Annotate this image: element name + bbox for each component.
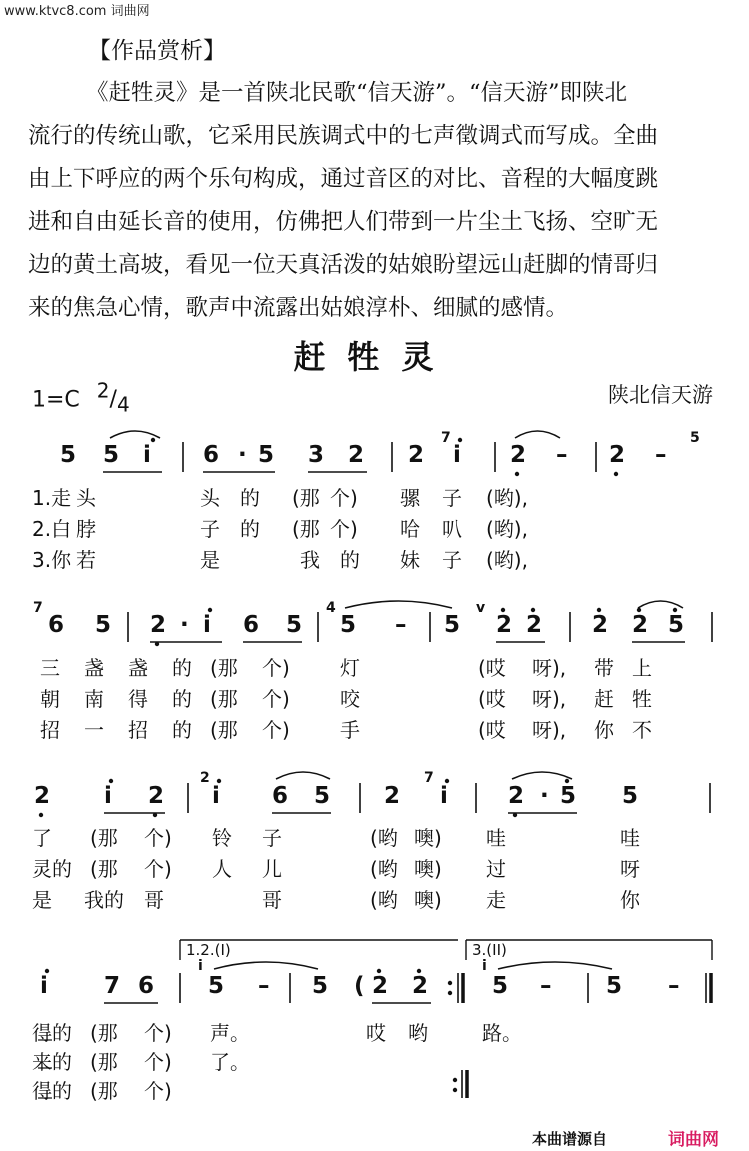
lyric: 铃 <box>212 826 232 850</box>
lyric: (那 <box>210 687 238 711</box>
note: i <box>453 442 461 468</box>
lyric: 是 <box>32 888 52 912</box>
lyric: 走 <box>486 888 506 912</box>
note: 5 <box>314 783 331 809</box>
lyric: 赶 <box>594 687 614 711</box>
lyric: 个) <box>262 656 290 680</box>
slur <box>638 601 683 608</box>
song-origin: 陕北信天游 <box>608 383 713 407</box>
note: 5 <box>340 612 357 638</box>
lyric: 3.你 <box>32 548 72 572</box>
octave-dot <box>153 813 157 817</box>
note: 6 <box>243 612 260 638</box>
lyric: 叭 <box>442 517 462 541</box>
paragraph-line: 由上下呼应的两个乐句构成，通过音区的对比、音程的大幅度跳 <box>28 166 659 192</box>
repeat-dot <box>453 1078 457 1082</box>
lyric: 噢) <box>414 826 442 850</box>
note: 2 <box>592 612 609 638</box>
lyric: 子 <box>442 548 462 572</box>
lyric: 噢) <box>414 888 442 912</box>
octave-dot <box>151 438 155 442</box>
lyric: 脖 <box>76 517 96 541</box>
octave-dot <box>208 608 212 612</box>
song-title: 赶牲灵 <box>293 338 456 376</box>
note: 5 <box>95 612 112 638</box>
lyric: 呀 <box>620 857 640 881</box>
octave-dot <box>673 608 677 612</box>
note: 2 <box>372 973 389 999</box>
lyric: 牲 <box>632 687 652 711</box>
lyric: (哟), <box>486 517 528 541</box>
note: 2 <box>508 783 525 809</box>
lyric: (哎 <box>478 718 506 742</box>
note: ( <box>354 973 365 999</box>
note: 6 <box>272 783 289 809</box>
lyric: 子 <box>442 486 462 510</box>
paragraph-line: 《赶牲灵》是一首陕北民歌“信天游”。“信天游”即陕北 <box>86 80 628 106</box>
octave-dot <box>45 969 49 973</box>
repeat-dot <box>448 991 452 995</box>
octave-dot <box>458 438 462 442</box>
note: 5 <box>606 973 623 999</box>
note: 2 <box>348 442 365 468</box>
lyric: 朝 <box>40 687 60 711</box>
note: 2 <box>526 612 543 638</box>
lyric: 的 <box>240 517 260 541</box>
watermark-url[interactable]: www.ktvc8.com 词曲网 <box>4 4 150 19</box>
note: i <box>212 783 220 809</box>
lyric: 你 <box>594 718 614 742</box>
lyric: 上 <box>632 656 652 680</box>
note: · <box>238 442 247 468</box>
footer-logo[interactable]: 词曲网 <box>668 1130 719 1150</box>
repeat-dot <box>448 981 452 985</box>
slur <box>515 431 560 438</box>
paragraph-line: 边的黄土高坡，看见一位天真活泼的姑娘盼望远山赶脚的情哥归 <box>28 252 659 278</box>
note: 3 <box>308 442 325 468</box>
grace-note: 7 <box>424 770 434 786</box>
lyric: 噢) <box>414 857 442 881</box>
lyric: 灯 <box>340 656 360 680</box>
footer-source: 本曲谱源自 <box>532 1130 608 1148</box>
note: 7 <box>104 973 121 999</box>
note: · <box>180 612 189 638</box>
note: i <box>143 442 151 468</box>
note: 2 <box>150 612 167 638</box>
lyric: 哇 <box>486 826 506 850</box>
note: i <box>40 973 48 999</box>
note: 2 <box>412 973 429 999</box>
lyric: 若 <box>76 548 96 572</box>
slur <box>498 962 612 969</box>
grace-note: 2 <box>200 770 210 786</box>
lyric: (哟 <box>370 826 398 850</box>
appreciation-heading: 【作品赏析】 <box>88 38 226 64</box>
octave-dot <box>445 779 449 783</box>
slur <box>276 772 330 779</box>
lyric: 个) <box>330 517 358 541</box>
repeat-dot <box>453 1088 457 1092</box>
lyric: (那 <box>90 1050 118 1074</box>
lyric: 过 <box>486 857 506 881</box>
lyric: 来的 <box>32 1050 72 1074</box>
note: 5 <box>622 783 639 809</box>
lyric: 哎 <box>366 1021 386 1045</box>
paragraph-line: 来的焦急心情，歌声中流露出姑娘淳朴、细腻的感情。 <box>28 295 569 321</box>
lyric: 盏 <box>84 656 104 680</box>
note: – <box>668 973 680 999</box>
lyric: (那 <box>90 857 118 881</box>
lyric: 个) <box>330 486 358 510</box>
note: 2 <box>609 442 626 468</box>
lyric: 人 <box>212 857 232 881</box>
lyric: (那 <box>292 486 320 510</box>
note: 2 <box>510 442 527 468</box>
time-denominator: 4 <box>116 392 130 417</box>
lyric: 盏 <box>128 656 148 680</box>
lyric: (哟 <box>370 857 398 881</box>
lyric: 声。 <box>210 1021 250 1045</box>
lyric: 头 <box>200 486 220 510</box>
octave-dot <box>417 969 421 973</box>
slur <box>110 431 160 438</box>
paragraph-line: 进和自由延长音的使用，仿佛把人们带到一片尘土飞扬、空旷无 <box>28 209 659 235</box>
lyric: 的 <box>340 548 360 572</box>
lyric: (哟), <box>486 548 528 572</box>
lyric: 的 <box>172 718 192 742</box>
lyric: 呀), <box>532 718 567 742</box>
octave-dot <box>515 472 519 476</box>
lyric: (那 <box>90 1079 118 1103</box>
lyric: 咬 <box>340 687 360 711</box>
lyric: 骡 <box>400 486 420 510</box>
note: 5 <box>258 442 275 468</box>
note: 6 <box>48 612 65 638</box>
note: i <box>104 783 112 809</box>
note: 2 <box>148 783 165 809</box>
grace-note: 5 <box>690 430 700 446</box>
note: 2 <box>496 612 513 638</box>
lyric: 哥 <box>262 888 282 912</box>
note: 5 <box>492 973 509 999</box>
lyric: 灵的 <box>32 857 72 881</box>
lyric: 儿 <box>262 857 282 881</box>
lyric: 哈 <box>400 517 420 541</box>
lyric: 南 <box>84 687 104 711</box>
lyric: 我的 <box>84 888 124 912</box>
octave-dot <box>614 472 618 476</box>
note: – <box>556 442 568 468</box>
lyric: 是 <box>200 548 220 572</box>
lyric: 的 <box>240 486 260 510</box>
lyric: 你 <box>620 888 640 912</box>
octave-dot <box>39 813 43 817</box>
key-label: 1=C <box>32 387 80 413</box>
volta-label: 1.2.(I) <box>186 941 231 959</box>
lyric: 我 <box>300 548 320 572</box>
lyric: (那 <box>90 826 118 850</box>
lyric: 头 <box>76 486 96 510</box>
octave-dot <box>109 779 113 783</box>
note: 5 <box>60 442 77 468</box>
octave-dot <box>377 969 381 973</box>
note: – <box>395 612 407 638</box>
lyric: 的 <box>172 687 192 711</box>
lyric: 个) <box>262 687 290 711</box>
note: 2 <box>34 783 51 809</box>
octave-dot <box>565 779 569 783</box>
note: · <box>540 783 549 809</box>
lyric: 个) <box>144 1050 172 1074</box>
breath-mark: v <box>476 600 486 616</box>
slur <box>214 962 318 969</box>
lyric: 个) <box>262 718 290 742</box>
octave-dot <box>531 608 535 612</box>
lyric: 妹 <box>400 548 420 572</box>
grace-note: 4 <box>326 600 336 616</box>
note: 6 <box>203 442 220 468</box>
lyric: 哟 <box>408 1021 428 1045</box>
grace-note: 7 <box>33 600 43 616</box>
lyric: 招 <box>40 718 60 742</box>
slur <box>512 772 572 779</box>
time-numerator: 2 <box>96 379 110 403</box>
lyric: 不 <box>632 718 652 742</box>
lyric: 2.白 <box>32 517 72 541</box>
note: 5 <box>286 612 303 638</box>
slur <box>345 601 452 608</box>
note: 5 <box>312 973 329 999</box>
time-signature: $^2/_4$ <box>96 379 130 417</box>
octave-dot <box>155 642 159 646</box>
note: 6 <box>138 973 155 999</box>
lyric: 得的 <box>32 1021 72 1045</box>
note: i <box>440 783 448 809</box>
grace-note: i <box>198 958 203 974</box>
lyric: (哎 <box>478 687 506 711</box>
lyric: 了 <box>32 826 52 850</box>
octave-dot <box>513 813 517 817</box>
lyric: (那 <box>90 1021 118 1045</box>
lyric: 三 <box>40 656 60 680</box>
volta-label: 3.(II) <box>472 941 507 959</box>
note: 5 <box>103 442 120 468</box>
lyric: (那 <box>210 656 238 680</box>
octave-dot <box>597 608 601 612</box>
lyric: 个) <box>144 826 172 850</box>
lyric: 子 <box>262 826 282 850</box>
octave-dot <box>501 608 505 612</box>
lyric: 一 <box>84 718 104 742</box>
lyric: 哥 <box>144 888 164 912</box>
lyric: (哟 <box>370 888 398 912</box>
lyric: 1.走 <box>32 486 72 510</box>
lyric: 个) <box>144 1079 172 1103</box>
octave-dot <box>217 779 221 783</box>
lyric: 哇 <box>620 826 640 850</box>
lyric: 路。 <box>482 1021 522 1045</box>
note: – <box>540 973 552 999</box>
note: 5 <box>444 612 461 638</box>
note: 2 <box>408 442 425 468</box>
note: i <box>203 612 211 638</box>
lyric: 带 <box>594 656 614 680</box>
lyric: 了。 <box>210 1050 250 1074</box>
lyric: (哎 <box>478 656 506 680</box>
note: 2 <box>384 783 401 809</box>
lyric: 手 <box>340 718 360 742</box>
lyric: 呀), <box>532 656 567 680</box>
lyric: 招 <box>128 718 148 742</box>
lyric: 得的 <box>32 1079 72 1103</box>
grace-note: 7 <box>441 430 451 446</box>
note: 5 <box>560 783 577 809</box>
paragraph-line: 流行的传统山歌，它采用民族调式中的七声徵调式而写成。全曲 <box>28 123 659 149</box>
note: 5 <box>668 612 685 638</box>
lyric: (那 <box>292 517 320 541</box>
note: 5 <box>208 973 225 999</box>
lyric: (哟), <box>486 486 528 510</box>
grace-note: i <box>482 958 487 974</box>
lyric: 呀), <box>532 687 567 711</box>
lyric: 的 <box>172 656 192 680</box>
note: – <box>258 973 270 999</box>
lyric: (那 <box>210 718 238 742</box>
lyric: 个) <box>144 1021 172 1045</box>
lyric: 个) <box>144 857 172 881</box>
lyric: 得 <box>128 687 148 711</box>
octave-dot <box>637 608 641 612</box>
note: 2 <box>632 612 649 638</box>
note: – <box>655 442 667 468</box>
lyric: 子 <box>200 517 220 541</box>
